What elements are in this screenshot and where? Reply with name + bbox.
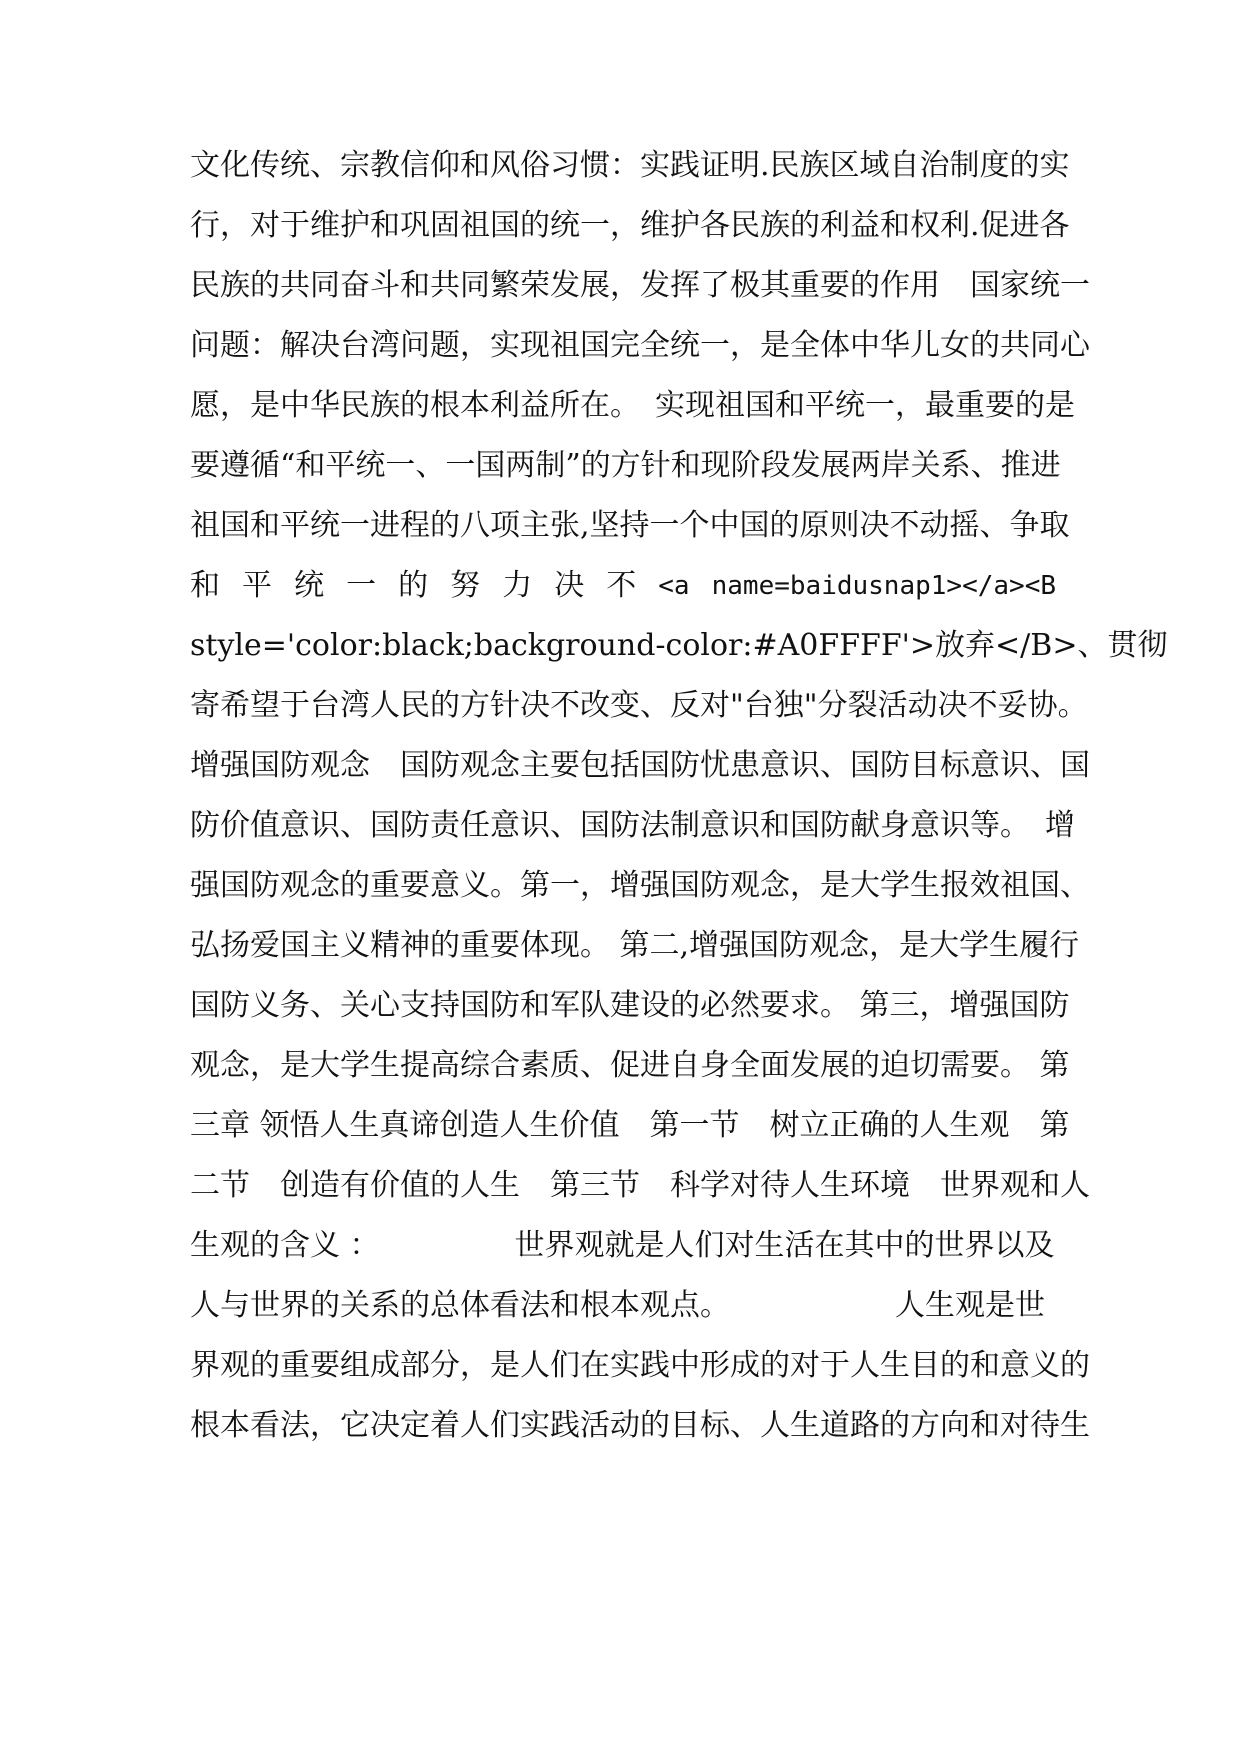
spaced-token: 一	[346, 568, 377, 603]
text-line: 界观的重要组成部分，是人们在实践中形成的对于人生目的和意义的	[190, 1348, 1090, 1383]
text-line: 观念，是大学生提高综合素质、促进自身全面发展的迫切需要。 第	[190, 1048, 1070, 1083]
spaced-text-line	[190, 556, 1056, 616]
text-line: 国防义务、关心支持国防和军队建设的必然要求。 第三，增强国防	[190, 988, 1070, 1023]
spaced-token: 决	[554, 568, 585, 603]
spaced-token: 和	[190, 568, 220, 603]
text-line: 三章 领悟人生真谛创造人生价值 第一节 树立正确的人生观 第	[190, 1108, 1070, 1143]
text-line: 寄希望于台湾人民的方针决不改变、反对"台独"分裂活动决不妥协。	[190, 688, 1088, 723]
spaced-token: 平	[242, 568, 273, 603]
text-line: 生观的含义 ： 世界观就是人们对生活在其中的世界以及	[190, 1228, 1055, 1263]
spaced-token: 努	[450, 568, 481, 603]
text-line: 愿，是中华民族的根本利益所在。 实现祖国和平统一，最重要的是	[190, 388, 1075, 423]
spaced-token: 的	[398, 568, 429, 603]
text-line: 行，对于维护和巩固祖国的统一，维护各民族的利益和权利.促进各	[190, 208, 1070, 243]
spaced-token: name=baidusnap1></a><B	[711, 571, 1056, 601]
text-line: 弘扬爱国主义精神的重要体现。 第二,增强国防观念，是大学生履行	[190, 928, 1080, 963]
spaced-token: 不	[606, 568, 637, 603]
text-line: 民族的共同奋斗和共同繁荣发展，发挥了极其重要的作用 国家统一	[190, 268, 1090, 303]
text-line: style='color:black;background-color:#A0FFFF'>放弃</B>、贯彻	[190, 628, 1168, 663]
text-line: 人与世界的关系的总体看法和根本观点。 人生观是世	[190, 1288, 1045, 1323]
text-line: 防价值意识、国防责任意识、国防法制意识和国防献身意识等。 增	[190, 808, 1075, 843]
spaced-token: <a	[658, 571, 690, 601]
text-line: 增强国防观念 国防观念主要包括国防忧患意识、国防目标意识、国	[190, 748, 1090, 783]
text-line: 祖国和平统一进程的八项主张,坚持一个中国的原则决不动摇、争取	[190, 508, 1070, 543]
text-line: 根本看法，它决定着人们实践活动的目标、人生道路的方向和对待生	[190, 1408, 1090, 1443]
text-line: 要遵循“和平统一、一国两制”的方针和现阶段发展两岸关系、推进	[190, 448, 1061, 483]
spaced-token: 力	[502, 568, 533, 603]
text-line: 问题：解决台湾问题，实现祖国完全统一，是全体中华儿女的共同心	[190, 328, 1090, 363]
text-line: 二节 创造有价值的人生 第三节 科学对待人生环境 世界观和人	[190, 1168, 1090, 1203]
spaced-token: 统	[294, 568, 325, 603]
text-line: 强国防观念的重要意义。第一，增强国防观念，是大学生报效祖国、	[190, 868, 1090, 903]
text-line: 文化传统、宗教信仰和风俗习惯：实践证明.民族区域自治制度的实	[190, 148, 1070, 183]
